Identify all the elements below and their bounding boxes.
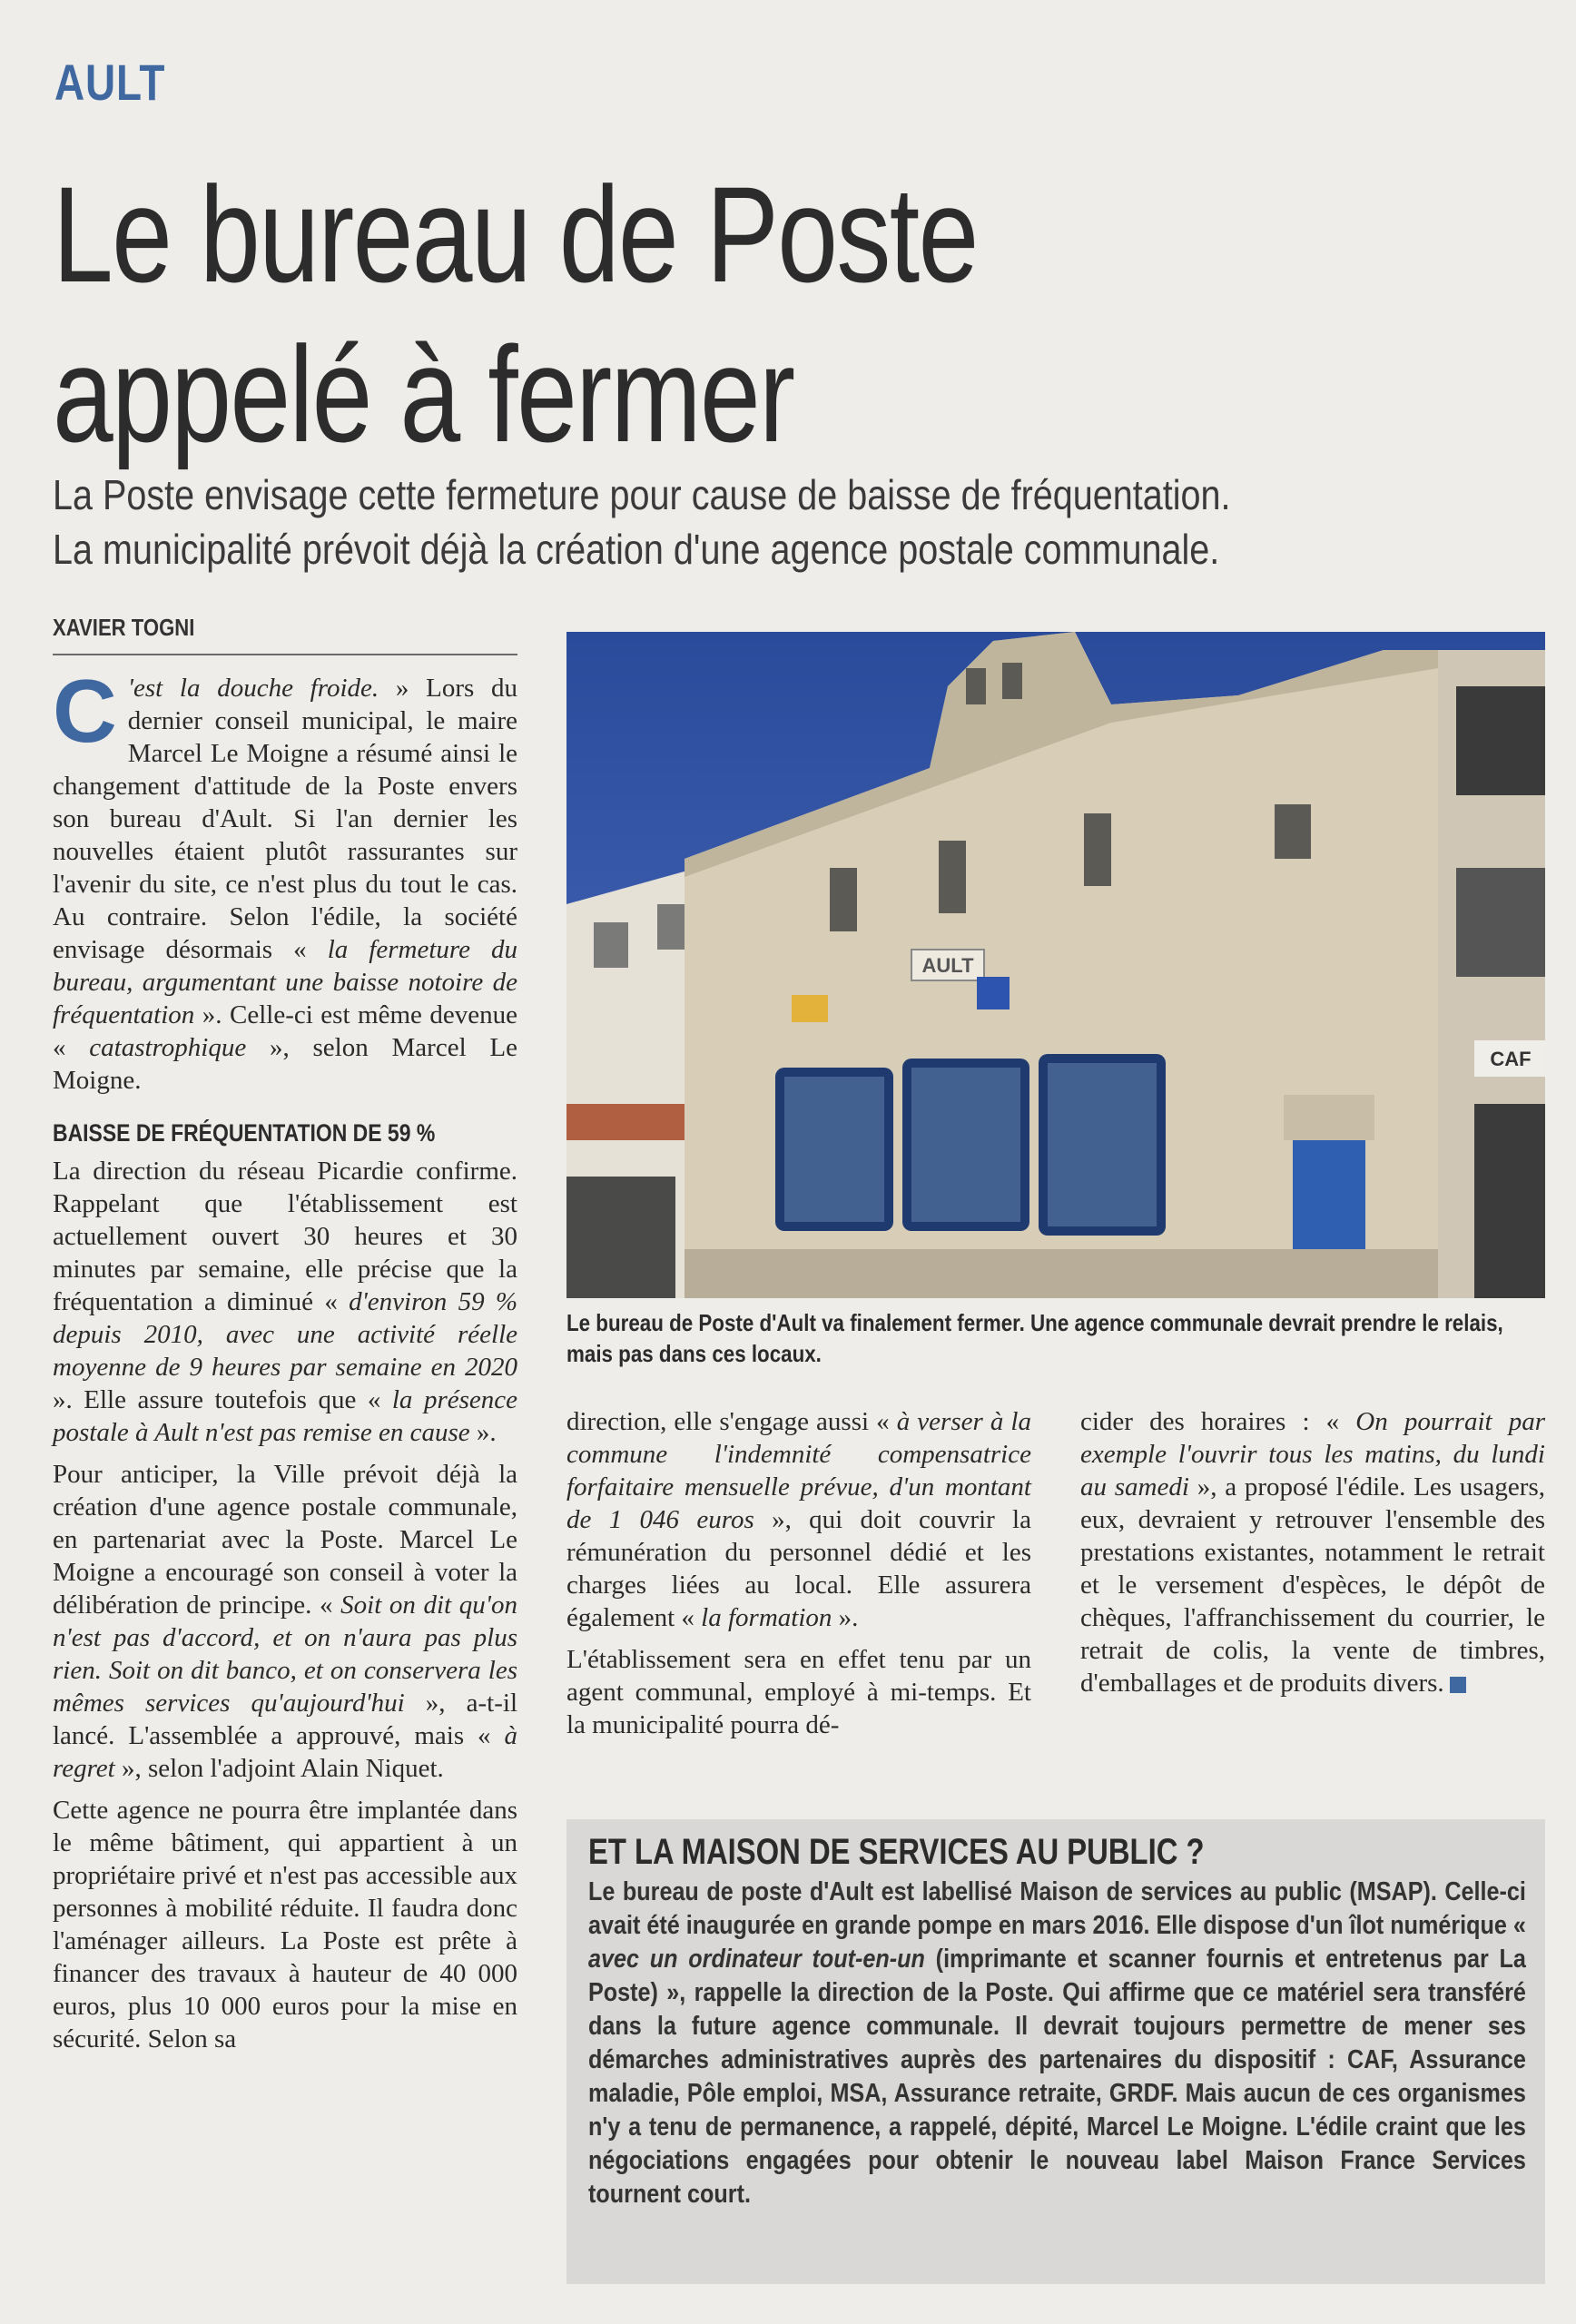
photo-sign-cafe: CAF xyxy=(1490,1048,1532,1070)
byline-rule xyxy=(53,654,517,655)
article-column-1 xyxy=(53,661,518,2064)
text: cider des horaires : « xyxy=(1080,1407,1356,1436)
text: », selon l'adjoint Alain Niquet. xyxy=(114,1754,444,1783)
quote: à verser à la commune l'indemnité compensatrice forfaitaire mensuelle prévue, d'un montant de 1 046 euros xyxy=(566,1407,1031,1534)
paragraph-6: L'établissement sera en effet tenu par un agent communal, employé à mi-temps. Et la municipalité pourra dé- xyxy=(566,1645,1031,1739)
sidebar-body xyxy=(588,1876,1526,2211)
text: », qui doit couvrir la rémunération du personnel dédié et les charges liées au local. Elle assurera également « xyxy=(566,1505,1031,1632)
text: ». xyxy=(469,1418,497,1447)
text: ». xyxy=(832,1603,859,1632)
text: Le bureau de poste d'Ault est labellisé Maison de services au public (MSAP). Celle-ci avait été inaugurée en grande pompe en mars 2016. Elle dispose d'un îlot numérique « xyxy=(588,1877,1526,1940)
text: » Lors du dernier conseil municipal, le maire Marcel Le Moigne a résumé ainsi le changement d'attitude de la Poste envers son bureau d'Ault. Si l'an dernier les nouvelles étaient plutôt rassurantes sur l'avenir du site, ce n'est plus du tout le cas. Au contraire. Selon l'édile, la société envisage désormais « xyxy=(53,674,517,964)
drop-cap: C xyxy=(53,661,117,761)
quote: d'environ 59 % depuis 2010, avec une activité réelle moyenne de 9 heures par semaine en 2020 xyxy=(53,1287,517,1382)
quote: la formation xyxy=(701,1603,832,1632)
headline-line-2: appelé à fermer xyxy=(53,318,794,470)
text: », a proposé l'édile. Les usagers, eux, devraient y retrouver l'ensemble des prestations existantes, notamment le retrait et le versement d'espèces, le dépôt de chèques, l'affranchissement du courrier, le retrait de colis, la vente de timbres, d'emballages et de produits divers. xyxy=(1080,1472,1545,1698)
section-kicker: AULT xyxy=(54,54,166,111)
headline xyxy=(53,154,1142,474)
text: », a-t-il lancé. L'assemblée a approuvé, mais « xyxy=(53,1689,517,1750)
headline-line-1: Le bureau de Poste xyxy=(53,158,978,310)
text: Pour anticiper, la Ville prévoit déjà la création d'une agence postale communale, en partenariat avec la Poste. Marcel Le Moigne a encouragé son conseil à voter la délibération de principe. « xyxy=(53,1460,517,1620)
quote: avec un ordinateur tout-en-un xyxy=(588,1945,925,1974)
deck-line-1: La Poste envisage cette fermeture pour cause de baisse de fréquentation. xyxy=(53,471,1231,518)
byline: XAVIER TOGNI xyxy=(53,614,195,641)
deck-line-2: La municipalité prévoit déjà la création d'une agence postale communale. xyxy=(53,526,1220,573)
sidebar-title: ET LA MAISON DE SERVICES AU PUBLIC ? xyxy=(588,1832,1205,1872)
paragraph-5 xyxy=(566,1405,1031,1634)
end-mark-icon xyxy=(1450,1677,1466,1693)
quote: 'est la douche froide. xyxy=(127,674,379,703)
post-office-photo xyxy=(566,632,1545,1298)
quote: la présence postale à Ault n'est pas remise en cause xyxy=(53,1385,518,1447)
text: ». Celle-ci est même devenue « xyxy=(53,1000,517,1062)
quote: Soit on dit qu'on n'est pas d'accord, et on n'aura pas plus rien. Soit on dit banco, et on conservera les mêmes services qu'aujourd'hui xyxy=(53,1590,517,1718)
paragraph-2 xyxy=(53,1155,517,1449)
paragraph-7 xyxy=(1080,1405,1545,1699)
quote: catastrophique xyxy=(89,1033,247,1062)
text: (imprimante et scanner fournis et entretenus par La Poste) », rappelle la direction de la Poste. Qui affirme que ce matériel sera transféré dans la future agence communale. Il devrait toujours permettre de mener ses démarches administratives auprès des partenaires du dispositif : CAF, Assurance maladie, Pôle emploi, MSA, Assurance retraite, GRDF. Mais aucun de ces organismes n'y a tenu de permanence, a rappelé, dépité, Marcel Le Moigne. L'édile craint que les négociations engagées pour obtenir le nouveau label Maison France Services tournent court. xyxy=(588,1945,1526,2209)
paragraph-3 xyxy=(53,1458,517,1785)
subheading: BAISSE DE FRÉQUENTATION DE 59 % xyxy=(53,1119,436,1147)
photo-sign-ault: AULT xyxy=(921,954,974,977)
quote: à regret xyxy=(53,1721,517,1783)
article-column-2 xyxy=(566,1405,1031,1750)
text: La direction du réseau Picardie confirme. Rappelant que l'établissement est actuellement ouvert 30 heures et 30 minutes par semaine, elle précise que la fréquentation a diminué « xyxy=(53,1157,517,1316)
photo-caption xyxy=(566,1307,1503,1369)
quote: On pourrait par exemple l'ouvrir tous les matins, du lundi au samedi xyxy=(1080,1407,1545,1502)
paragraph-1 xyxy=(53,661,517,1097)
text: ». Elle assure toutefois que « xyxy=(53,1385,392,1414)
caption-text: Le bureau de Poste d'Ault va finalement fermer. Une agence communale devrait prendre le relais, mais pas dans ces locaux. xyxy=(566,1309,1503,1367)
paragraph-4: Cette agence ne pourra être implantée dans le même bâtiment, qui appartient à un propriétaire privé et n'est pas accessible aux personnes à mobilité réduite. Il faudra donc l'aménager ailleurs. La Poste est prête à financer des travaux à hauteur de 40 000 euros, plus 10 000 euros pour la mise en sécurité. Selon sa xyxy=(53,1796,517,2053)
article-column-3 xyxy=(1080,1405,1545,1709)
text: », selon Marcel Le Moigne. xyxy=(53,1033,517,1095)
text: direction, elle s'engage aussi « xyxy=(566,1407,897,1436)
building-illustration xyxy=(566,632,1545,1298)
deck xyxy=(53,468,1302,576)
quote: la fermeture du bureau, argumentant une baisse notoire de fréquentation xyxy=(53,935,517,1029)
